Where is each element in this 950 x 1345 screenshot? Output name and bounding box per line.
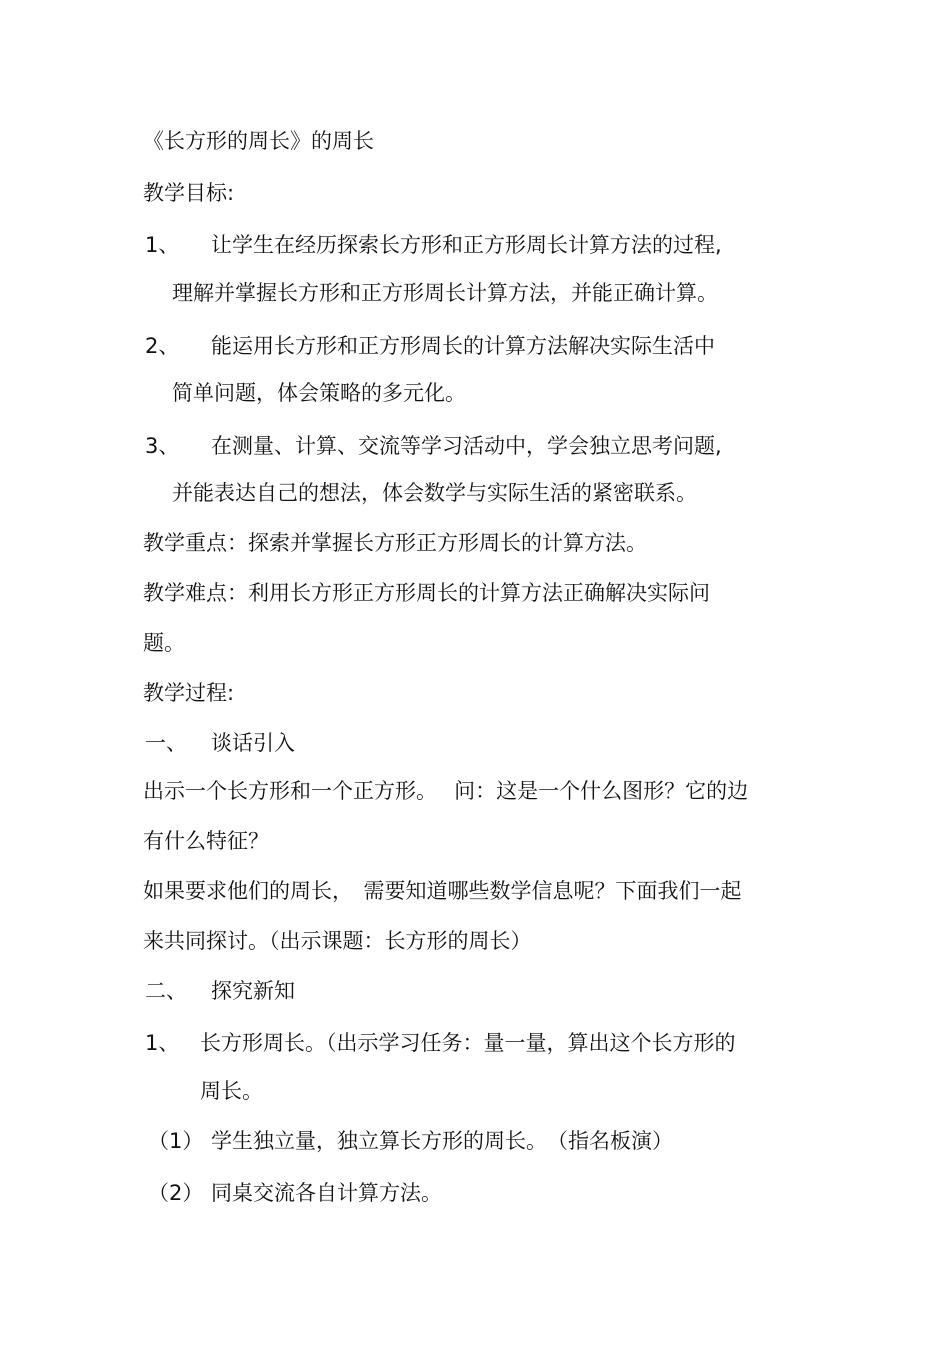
objective-1-number: 1、 [145, 233, 180, 257]
step-2-number: （2） [148, 1181, 204, 1205]
process-heading: 教学过程: [143, 681, 235, 705]
step-2-text: 同桌交流各自计算方法。 [211, 1181, 442, 1205]
difficulty-line1: 教学难点：利用长方形正方形周长的计算方法正确解决实际问 [143, 581, 710, 605]
objectives-heading: 教学目标: [143, 181, 235, 205]
task-1-number: 1、 [145, 1031, 180, 1055]
objective-3-line2: 并能表达自己的想法，体会数学与实际生活的紧密联系。 [172, 481, 697, 505]
intro-line1: 出示一个长方形和一个正方形。 问：这是一个什么图形？它的边 [143, 779, 749, 803]
document-title: 《长方形的周长》的周长 [143, 129, 374, 153]
section-2-title: 探究新知 [211, 979, 295, 1003]
objective-1-line2: 理解并掌握长方形和正方形周长计算方法，并能正确计算。 [172, 281, 718, 305]
task-1-line1: 长方形周长。（出示学习任务：量一量，算出这个长方形的 [200, 1031, 736, 1055]
objective-1-line1: 让学生在经历探索长方形和正方形周长计算方法的过程, [211, 233, 722, 257]
section-2-number: 二、 [145, 979, 187, 1003]
step-1-number: （1） [148, 1129, 204, 1153]
objective-2-number: 2、 [145, 334, 180, 358]
section-1-title: 谈话引入 [211, 731, 295, 755]
step-1-text: 学生独立量，独立算长方形的周长。 （指名板演） [211, 1129, 673, 1153]
objective-3-line1: 在测量、计算、交流等学习活动中，学会独立思考问题, [211, 434, 722, 458]
objective-2-line2: 简单问题，体会策略的多元化。 [172, 381, 466, 405]
objective-3-number: 3、 [145, 434, 180, 458]
intro-line2: 有什么特征？ [143, 829, 269, 853]
section-1-number: 一、 [145, 731, 187, 755]
difficulty-line2: 题。 [143, 631, 185, 655]
task-1-line2: 周长。 [200, 1079, 263, 1103]
key-point: 教学重点：探索并掌握长方形正方形周长的计算方法。 [143, 531, 647, 555]
objective-2-line1: 能运用长方形和正方形周长的计算方法解决实际生活中 [211, 334, 715, 358]
intro-line4: 来共同探讨。（出示课题：长方形的周长） [143, 929, 532, 953]
intro-line3: 如果要求他们的周长， 需要知道哪些数学信息呢？下面我们一起 [143, 879, 742, 903]
